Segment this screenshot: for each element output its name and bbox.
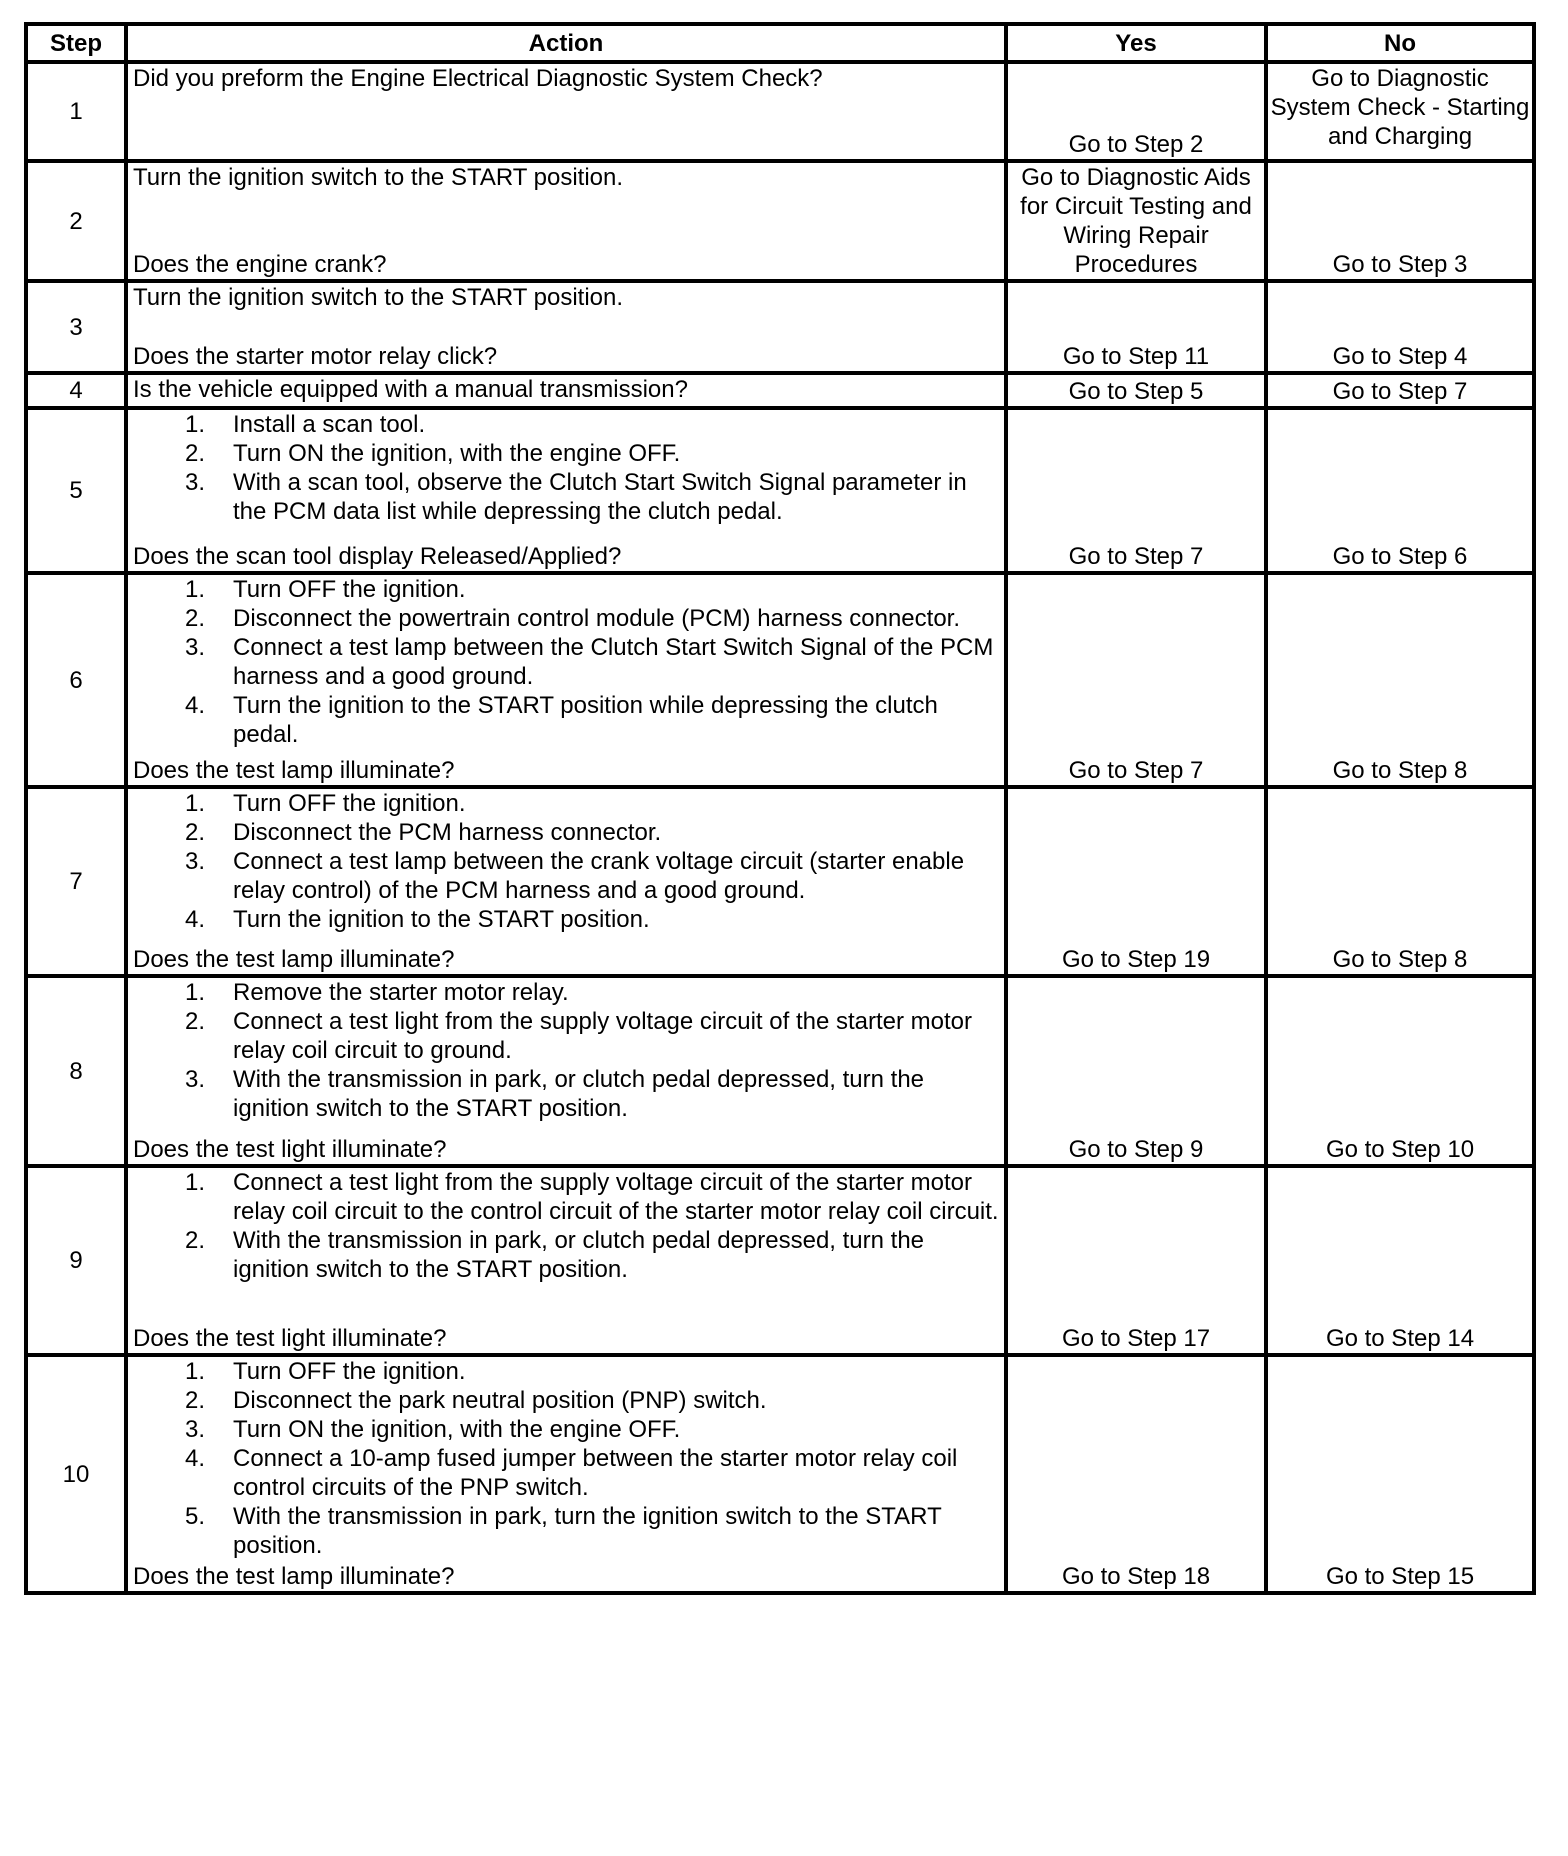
no-outcome: Go to Step 6 <box>1266 408 1534 573</box>
step-number: 6 <box>26 573 126 787</box>
yes-outcome: Go to Step 11 <box>1006 281 1266 373</box>
table-row <box>26 161 1534 281</box>
table-row <box>26 408 1534 573</box>
action-cell <box>126 373 1006 408</box>
action-step-item <box>133 905 1000 934</box>
yes-outcome: Go to Step 5 <box>1006 373 1266 408</box>
yes-outcome: Go to Step 7 <box>1006 573 1266 787</box>
action-step-item <box>133 1007 1000 1065</box>
action-step-text: Turn OFF the ignition. <box>233 790 466 817</box>
action-step-number: 2. <box>184 440 205 467</box>
action-content <box>133 410 1000 571</box>
action-instructions <box>133 789 1000 934</box>
yes-outcome: Go to Step 18 <box>1006 1355 1266 1593</box>
step-number: 2 <box>26 161 126 281</box>
action-step-number: 5. <box>184 1503 205 1530</box>
header-yes: Yes <box>1006 24 1266 62</box>
action-cell <box>126 62 1006 161</box>
action-step-text: Connect a test lamp between the crank voltage circuit (starter enable relay control) of the PCM harness and a good ground. <box>233 848 965 904</box>
action-text: Turn the ignition switch to the START position. <box>133 284 624 311</box>
action-step-text: With the transmission in park, or clutch pedal depressed, turn the ignition switch to the START position. <box>233 1227 925 1283</box>
action-content <box>133 375 1000 406</box>
step-number: 1 <box>26 62 126 161</box>
table-row <box>26 1355 1534 1593</box>
action-cell <box>126 1166 1006 1355</box>
action-step-item <box>133 1502 1000 1560</box>
table-row <box>26 62 1534 161</box>
action-step-number: 2. <box>184 819 205 846</box>
action-step-number: 1. <box>184 1169 205 1196</box>
action-step-number: 3. <box>184 848 205 875</box>
action-step-number: 3. <box>184 1416 205 1443</box>
yes-outcome: Go to Step 2 <box>1006 62 1266 161</box>
action-step-item <box>133 575 1000 604</box>
table-row <box>26 1166 1534 1355</box>
action-question: Does the test light illuminate? <box>133 1325 447 1352</box>
action-step-item <box>133 1386 1000 1415</box>
action-step-number: 1. <box>184 790 205 817</box>
action-instructions <box>133 1168 1000 1284</box>
table-body <box>26 62 1534 1593</box>
yes-outcome: Go to Step 7 <box>1006 408 1266 573</box>
action-step-number: 1. <box>184 411 205 438</box>
table-row <box>26 787 1534 976</box>
action-step-text: Connect a test light from the supply voltage circuit of the starter motor relay coil circuit to the control circuit of the starter motor relay coil circuit. <box>233 1169 999 1225</box>
step-number: 7 <box>26 787 126 976</box>
action-step-item <box>133 633 1000 691</box>
action-question: Does the test lamp illuminate? <box>133 1563 455 1590</box>
table-row <box>26 373 1534 408</box>
action-step-list <box>133 1357 1000 1560</box>
step-number: 4 <box>26 373 126 408</box>
action-step-item <box>133 1168 1000 1226</box>
action-step-list <box>133 789 1000 934</box>
action-step-list <box>133 978 1000 1123</box>
action-content <box>133 789 1000 974</box>
header-no: No <box>1266 24 1534 62</box>
step-number: 10 <box>26 1355 126 1593</box>
yes-outcome: Go to Diagnostic Aids for Circuit Testing and Wiring Repair Procedures <box>1006 161 1266 281</box>
action-question: Does the test lamp illuminate? <box>133 946 455 973</box>
action-step-text: Turn ON the ignition, with the engine OFF. <box>233 1416 681 1443</box>
action-step-text: Disconnect the PCM harness connector. <box>233 819 662 846</box>
header-step: Step <box>26 24 126 62</box>
action-step-text: Install a scan tool. <box>233 411 426 438</box>
action-cell <box>126 787 1006 976</box>
action-step-number: 1. <box>184 576 205 603</box>
action-step-list <box>133 1168 1000 1284</box>
action-text: Is the vehicle equipped with a manual transmission? <box>133 376 688 403</box>
action-cell <box>126 1355 1006 1593</box>
action-instructions <box>133 978 1000 1123</box>
action-question: Does the engine crank? <box>133 251 387 278</box>
action-step-number: 4. <box>184 1445 205 1472</box>
step-number: 3 <box>26 281 126 373</box>
action-instructions <box>133 283 1000 312</box>
no-outcome: Go to Step 4 <box>1266 281 1534 373</box>
action-step-text: With the transmission in park, turn the ignition switch to the START position. <box>233 1503 942 1559</box>
action-content <box>133 1357 1000 1591</box>
no-outcome: Go to Step 3 <box>1266 161 1534 281</box>
action-instructions <box>133 375 1000 404</box>
step-number: 8 <box>26 976 126 1166</box>
no-outcome: Go to Step 8 <box>1266 573 1534 787</box>
action-cell <box>126 573 1006 787</box>
action-step-text: Turn ON the ignition, with the engine OFF. <box>233 440 681 467</box>
action-step-item <box>133 604 1000 633</box>
action-content <box>133 978 1000 1164</box>
yes-outcome: Go to Step 17 <box>1006 1166 1266 1355</box>
no-outcome: Go to Diagnostic System Check - Starting and Charging <box>1266 62 1534 161</box>
action-step-item <box>133 789 1000 818</box>
yes-outcome: Go to Step 19 <box>1006 787 1266 976</box>
action-step-item <box>133 1065 1000 1123</box>
action-text: Did you preform the Engine Electrical Diagnostic System Check? <box>133 65 823 92</box>
table-row <box>26 281 1534 373</box>
step-number: 9 <box>26 1166 126 1355</box>
action-step-item <box>133 1226 1000 1284</box>
action-content <box>133 1168 1000 1353</box>
table-row <box>26 573 1534 787</box>
action-content <box>133 64 1000 159</box>
step-number: 5 <box>26 408 126 573</box>
action-instructions <box>133 575 1000 749</box>
action-step-item <box>133 410 1000 439</box>
action-step-text: Connect a test lamp between the Clutch Start Switch Signal of the PCM harness and a good ground. <box>233 634 994 690</box>
action-step-item <box>133 1357 1000 1386</box>
action-content <box>133 575 1000 785</box>
action-step-number: 2. <box>184 605 205 632</box>
action-step-item <box>133 978 1000 1007</box>
action-step-number: 1. <box>184 1358 205 1385</box>
action-step-list <box>133 410 1000 526</box>
action-step-text: Turn the ignition to the START position while depressing the clutch pedal. <box>233 692 938 748</box>
action-content <box>133 283 1000 371</box>
action-step-text: With the transmission in park, or clutch pedal depressed, turn the ignition switch to the START position. <box>233 1066 925 1122</box>
action-step-item <box>133 818 1000 847</box>
action-step-item <box>133 439 1000 468</box>
action-step-number: 2. <box>184 1008 205 1035</box>
no-outcome: Go to Step 14 <box>1266 1166 1534 1355</box>
action-step-text: Turn OFF the ignition. <box>233 1358 466 1385</box>
action-step-number: 4. <box>184 692 205 719</box>
action-instructions <box>133 163 1000 192</box>
action-question: Does the test lamp illuminate? <box>133 757 455 784</box>
header-row <box>26 24 1534 62</box>
no-outcome: Go to Step 8 <box>1266 787 1534 976</box>
action-instructions <box>133 410 1000 526</box>
diagnostic-table <box>24 22 1536 1595</box>
no-outcome: Go to Step 7 <box>1266 373 1534 408</box>
action-step-item <box>133 1444 1000 1502</box>
action-step-text: Connect a 10-amp fused jumper between the starter motor relay coil control circuits of the PNP switch. <box>233 1445 958 1501</box>
action-step-number: 3. <box>184 1066 205 1093</box>
action-text: Turn the ignition switch to the START position. <box>133 164 624 191</box>
action-step-list <box>133 575 1000 749</box>
action-step-number: 4. <box>184 906 205 933</box>
action-cell <box>126 408 1006 573</box>
action-step-item <box>133 1415 1000 1444</box>
action-step-number: 3. <box>184 634 205 661</box>
action-step-text: Turn OFF the ignition. <box>233 576 466 603</box>
action-step-text: Connect a test light from the supply voltage circuit of the starter motor relay coil circuit to ground. <box>233 1008 973 1064</box>
action-step-item <box>133 468 1000 526</box>
action-instructions <box>133 64 1000 93</box>
no-outcome: Go to Step 15 <box>1266 1355 1534 1593</box>
action-step-number: 2. <box>184 1387 205 1414</box>
action-content <box>133 163 1000 279</box>
action-cell <box>126 281 1006 373</box>
action-question: Does the scan tool display Released/Applied? <box>133 543 622 570</box>
table-row <box>26 976 1534 1166</box>
action-step-number: 2. <box>184 1227 205 1254</box>
action-step-text: Turn the ignition to the START position. <box>233 906 650 933</box>
action-cell <box>126 161 1006 281</box>
action-step-number: 1. <box>184 979 205 1006</box>
action-step-item <box>133 847 1000 905</box>
action-step-text: Disconnect the powertrain control module (PCM) harness connector. <box>233 605 961 632</box>
action-cell <box>126 976 1006 1166</box>
yes-outcome: Go to Step 9 <box>1006 976 1266 1166</box>
action-step-text: Disconnect the park neutral position (PNP) switch. <box>233 1387 767 1414</box>
action-question: Does the starter motor relay click? <box>133 343 498 370</box>
action-step-item <box>133 691 1000 749</box>
action-step-number: 3. <box>184 469 205 496</box>
action-step-text: With a scan tool, observe the Clutch Start Switch Signal parameter in the PCM data list while depressing the clutch pedal. <box>233 469 967 525</box>
header-action: Action <box>126 24 1006 62</box>
no-outcome: Go to Step 10 <box>1266 976 1534 1166</box>
action-instructions <box>133 1357 1000 1560</box>
action-question: Does the test light illuminate? <box>133 1136 447 1163</box>
action-step-text: Remove the starter motor relay. <box>233 979 569 1006</box>
